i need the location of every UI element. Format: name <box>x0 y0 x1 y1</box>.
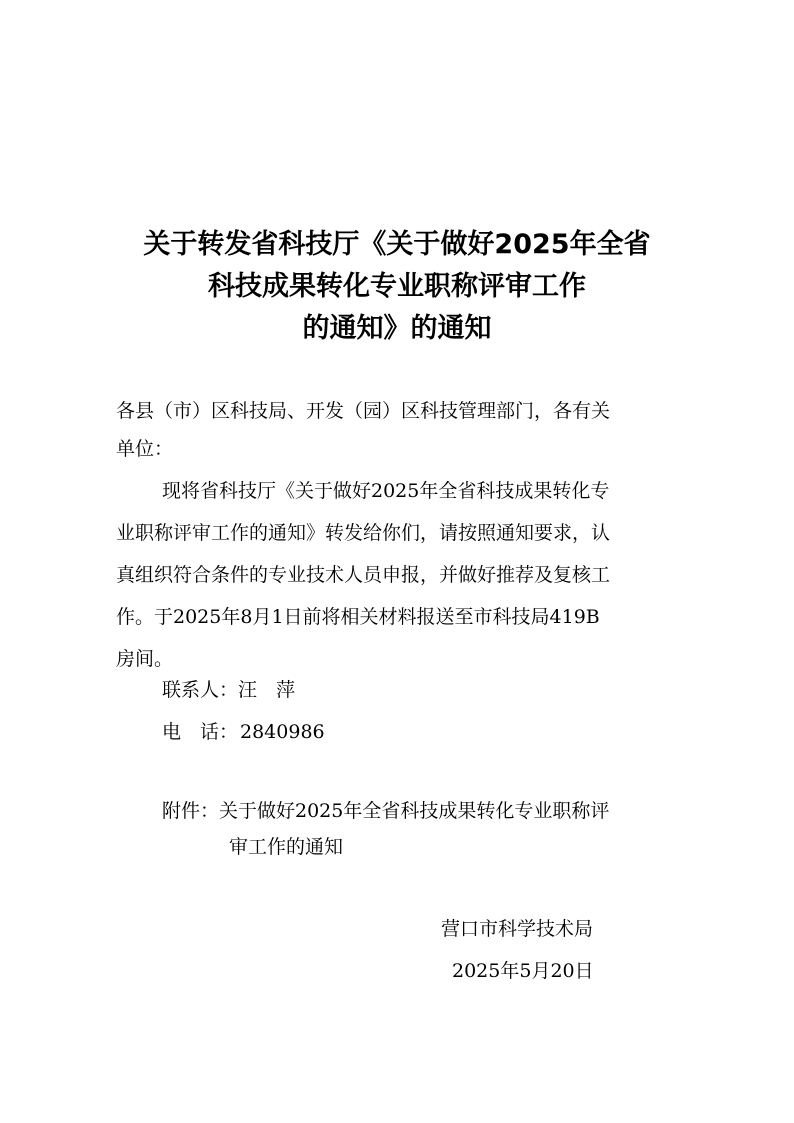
title-line-3: 的通知》的通知 <box>302 313 492 344</box>
attachment-line-2: 审工作的通知 <box>229 836 344 858</box>
contact-phone-value: 2840986 <box>240 721 325 743</box>
addressee <box>116 392 681 468</box>
signature-date: 2025年5月20日 <box>452 960 594 982</box>
addressee-line-1: 各县（市）区科技局、开发（园）区科技管理部门，各有关 <box>116 400 611 422</box>
body-line-3: 真组织符合条件的专业技术人员申报，并做好推荐及复核工 <box>116 564 611 586</box>
document-title <box>100 224 694 350</box>
addressee-line-2: 单位： <box>116 438 174 460</box>
signature-organization: 营口市科学技术局 <box>441 918 594 940</box>
contact-phone <box>162 717 325 747</box>
attachment-line-1: 附件：关于做好2025年全省科技成果转化专业职称评 <box>162 800 610 822</box>
body-paragraph <box>116 470 681 680</box>
contact-phone-label: 电 话： <box>162 721 239 743</box>
body-line-5: 房间。 <box>116 648 174 670</box>
body-line-4: 作。于2025年8月1日前将相关材料报送至市科技局419B <box>116 606 600 628</box>
body-line-2: 业职称评审工作的通知》转发给你们，请按照通知要求，认 <box>116 522 611 544</box>
title-line-1: 关于转发省科技厅《关于做好2025年全省 <box>143 229 651 260</box>
body-line-1: 现将省科技厅《关于做好2025年全省科技成果转化专 <box>162 480 610 502</box>
contact-person: 联系人：汪 萍 <box>162 679 296 701</box>
title-line-2: 科技成果转化专业职称评审工作 <box>208 271 586 302</box>
